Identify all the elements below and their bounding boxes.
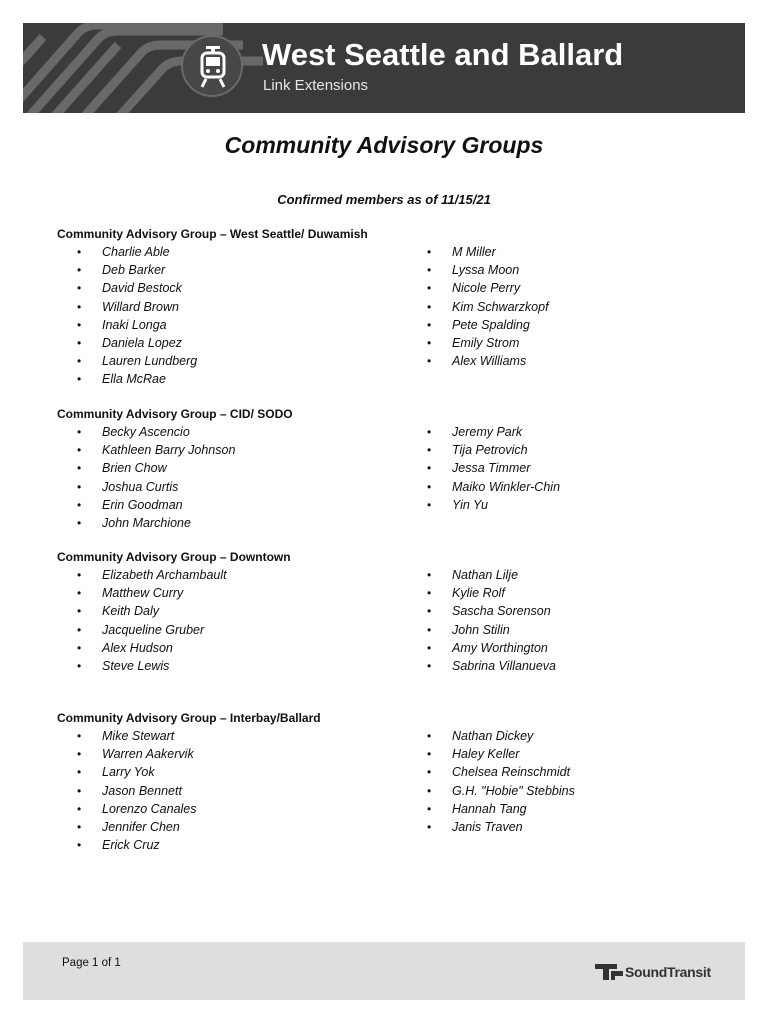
member-list-item [427, 423, 560, 441]
member-name: Keith Daly [102, 604, 159, 619]
member-list-item [77, 602, 227, 620]
member-name: Erick Cruz [102, 838, 160, 853]
member-name: Nathan Lilje [452, 568, 519, 582]
member-list-item [77, 800, 197, 818]
member-name: Maiko Winkler-Chin [452, 479, 561, 494]
member-name: Lyssa Moon [452, 263, 520, 278]
member-list-item [427, 298, 549, 316]
member-name: Jennifer Chen [102, 819, 180, 834]
member-name: Warren Aakervik [102, 747, 194, 762]
bullet-icon: • [427, 245, 432, 259]
member-name: Brien Chow [102, 461, 167, 476]
member-list-item [427, 478, 561, 496]
member-list-item [427, 584, 556, 602]
train-icon [196, 45, 230, 89]
member-list-item [77, 566, 227, 584]
member-name: Ella McRae [102, 372, 166, 387]
member-name: Haley Keller [452, 747, 520, 762]
member-name: Yin Yu [452, 497, 488, 512]
brand-name: SoundTransit [625, 964, 711, 980]
bullet-icon: • [427, 335, 432, 350]
member-name: Mike Stewart [102, 729, 175, 743]
bullet-icon: • [77, 497, 82, 512]
bullet-icon: • [77, 263, 82, 278]
member-list-item [427, 459, 560, 477]
member-list-item [427, 279, 549, 297]
bullet-icon: • [427, 622, 432, 637]
member-name: Lorenzo Canales [102, 801, 197, 816]
member-list-item [427, 763, 575, 781]
member-name: Charlie Able [102, 245, 170, 259]
member-name: Inaki Longa [102, 317, 167, 332]
bullet-icon: • [77, 622, 82, 637]
member-list-item [77, 352, 198, 370]
member-name: Becky Ascencio [102, 425, 190, 439]
bullet-icon: • [77, 658, 82, 673]
bullet-icon: • [77, 461, 82, 476]
bullet-icon: • [77, 479, 82, 494]
member-list-item [77, 478, 235, 496]
member-list-item [77, 727, 197, 745]
bullet-icon: • [427, 783, 432, 798]
group-list-downtown-right [427, 566, 557, 675]
member-list-item [427, 243, 549, 261]
confirmed-date-line: Confirmed members as of 11/15/21 [277, 192, 491, 207]
bullet-icon: • [77, 299, 82, 314]
member-name: Janis Traven [452, 819, 523, 834]
member-list-item [77, 423, 235, 441]
member-name: Kim Schwarzkopf [452, 299, 549, 314]
member-name: Chelsea Reinschmidt [452, 765, 571, 780]
member-name: Joshua Curtis [102, 479, 179, 494]
member-name: Jeremy Park [452, 425, 523, 439]
member-list-item [427, 639, 556, 657]
member-name: Lauren Lundberg [102, 354, 198, 369]
bullet-icon: • [77, 335, 82, 350]
bullet-icon: • [427, 299, 432, 314]
bullet-icon: • [427, 604, 432, 619]
bullet-icon: • [427, 281, 432, 296]
member-name: Alex Williams [452, 354, 527, 369]
member-list-item [427, 352, 549, 370]
member-name: Alex Hudson [102, 640, 173, 655]
member-name: Sabrina Villanueva [452, 658, 557, 673]
member-name: Elizabeth Archambault [102, 568, 227, 582]
group-list-cid-sodo-right [427, 423, 561, 514]
bullet-icon: • [77, 245, 82, 259]
member-name: Jason Bennett [102, 783, 182, 798]
member-list-item [77, 657, 227, 675]
member-list-item [77, 298, 197, 316]
bullet-icon: • [77, 354, 82, 369]
bullet-icon: • [77, 783, 82, 798]
bullet-icon: • [427, 461, 432, 476]
group-list-interbay-ballard-right [427, 727, 575, 836]
member-name: G.H. "Hobie" Stebbins [452, 783, 575, 798]
member-name: M Miller [452, 245, 496, 259]
member-name: Kathleen Barry Johnson [102, 443, 236, 458]
bullet-icon: • [427, 497, 432, 512]
bullet-icon: • [77, 604, 82, 619]
bullet-icon: • [77, 425, 82, 439]
member-list-item [77, 836, 197, 854]
group-list-cid-sodo-left [77, 423, 236, 532]
member-name: Jacqueline Gruber [102, 622, 205, 637]
bullet-icon: • [427, 425, 432, 439]
page-number: Page 1 of 1 [62, 957, 121, 969]
bullet-icon: • [77, 568, 82, 582]
member-name: Steve Lewis [102, 658, 170, 673]
member-list-item [427, 657, 557, 675]
member-name: Deb Barker [102, 263, 166, 278]
bullet-icon: • [427, 640, 432, 655]
group-heading-cid-sodo: Community Advisory Group – CID/ SODO [57, 407, 293, 421]
member-name: Pete Spalding [452, 317, 530, 332]
bullet-icon: • [77, 515, 82, 530]
member-list-item [77, 459, 235, 477]
member-list-item [77, 584, 227, 602]
train-logo [181, 35, 243, 97]
member-list-item [77, 514, 235, 532]
banner-subtitle: Link Extensions [263, 77, 369, 94]
bullet-icon: • [427, 317, 432, 332]
member-list-item [427, 316, 549, 334]
group-heading-downtown: Community Advisory Group – Downtown [57, 550, 291, 564]
bullet-icon: • [427, 263, 432, 278]
member-list-item [77, 818, 197, 836]
bullet-icon: • [427, 801, 432, 816]
member-list-item [77, 745, 197, 763]
member-list-item [427, 800, 575, 818]
member-name: Kylie Rolf [452, 586, 505, 601]
member-name: Erin Goodman [102, 497, 183, 512]
bullet-icon: • [427, 568, 432, 582]
member-list-item [77, 370, 197, 388]
member-name: Nicole Perry [452, 281, 521, 296]
member-name: Matthew Curry [102, 586, 184, 601]
member-list-item [427, 496, 560, 514]
bullet-icon: • [427, 765, 432, 780]
member-name: Amy Worthington [452, 640, 548, 655]
bullet-icon: • [77, 765, 82, 780]
bullet-icon: • [77, 640, 82, 655]
member-list-item [427, 745, 575, 763]
bullet-icon: • [77, 281, 82, 296]
member-name: Willard Brown [102, 299, 179, 314]
member-list-item [427, 261, 549, 279]
member-list-item [427, 782, 575, 800]
bullet-icon: • [427, 586, 432, 601]
member-list-item [427, 602, 556, 620]
member-list-item [77, 334, 197, 352]
bullet-icon: • [77, 801, 82, 816]
bullet-icon: • [77, 317, 82, 332]
bullet-icon: • [77, 729, 82, 743]
banner-title: West Seattle and Ballard [262, 37, 624, 72]
member-list-item [427, 727, 575, 745]
bullet-icon: • [427, 354, 432, 369]
group-list-west-seattle-right [427, 243, 549, 370]
member-list-item [77, 639, 227, 657]
group-list-interbay-ballard-left [77, 727, 197, 854]
member-name: Daniela Lopez [102, 335, 182, 350]
member-list-item [77, 441, 236, 459]
bullet-icon: • [427, 729, 432, 743]
member-list-item [427, 818, 575, 836]
member-list-item [427, 334, 549, 352]
member-name: David Bestock [102, 281, 182, 296]
member-list-item [427, 566, 556, 584]
member-list-item [427, 441, 560, 459]
member-name: Jessa Timmer [452, 461, 531, 476]
bullet-icon: • [77, 586, 82, 601]
member-list-item [77, 782, 197, 800]
page-footer [23, 942, 745, 1000]
member-list-item [77, 763, 197, 781]
member-name: Tija Petrovich [452, 443, 528, 458]
bullet-icon: • [427, 479, 432, 494]
member-name: Nathan Dickey [452, 729, 534, 743]
member-name: Hannah Tang [452, 801, 527, 816]
bullet-icon: • [77, 838, 82, 853]
member-name: Sascha Sorenson [452, 604, 551, 619]
member-name: John Stilin [452, 622, 510, 637]
bullet-icon: • [77, 372, 82, 387]
member-list-item [427, 621, 556, 639]
bullet-icon: • [77, 443, 82, 458]
member-list-item [77, 243, 197, 261]
header-banner [23, 23, 745, 113]
member-list-item [77, 279, 197, 297]
member-list-item [77, 316, 197, 334]
group-heading-interbay-ballard: Community Advisory Group – Interbay/Ballard [57, 711, 321, 725]
member-list-item [77, 261, 197, 279]
group-heading-west-seattle: Community Advisory Group – West Seattle/ Duwamish [57, 227, 368, 241]
bullet-icon: • [77, 747, 82, 762]
member-name: John Marchione [102, 515, 191, 530]
sound-transit-logo-icon [595, 962, 623, 982]
bullet-icon: • [427, 747, 432, 762]
member-name: Larry Yok [102, 765, 155, 780]
bullet-icon: • [427, 658, 432, 673]
group-list-west-seattle-left [77, 243, 198, 389]
page-title: Community Advisory Groups [224, 132, 544, 158]
member-list-item [77, 621, 227, 639]
group-list-downtown-left [77, 566, 227, 675]
member-name: Emily Strom [452, 335, 520, 350]
bullet-icon: • [427, 819, 432, 834]
bullet-icon: • [427, 443, 432, 458]
member-list-item [77, 496, 235, 514]
bullet-icon: • [77, 819, 82, 834]
